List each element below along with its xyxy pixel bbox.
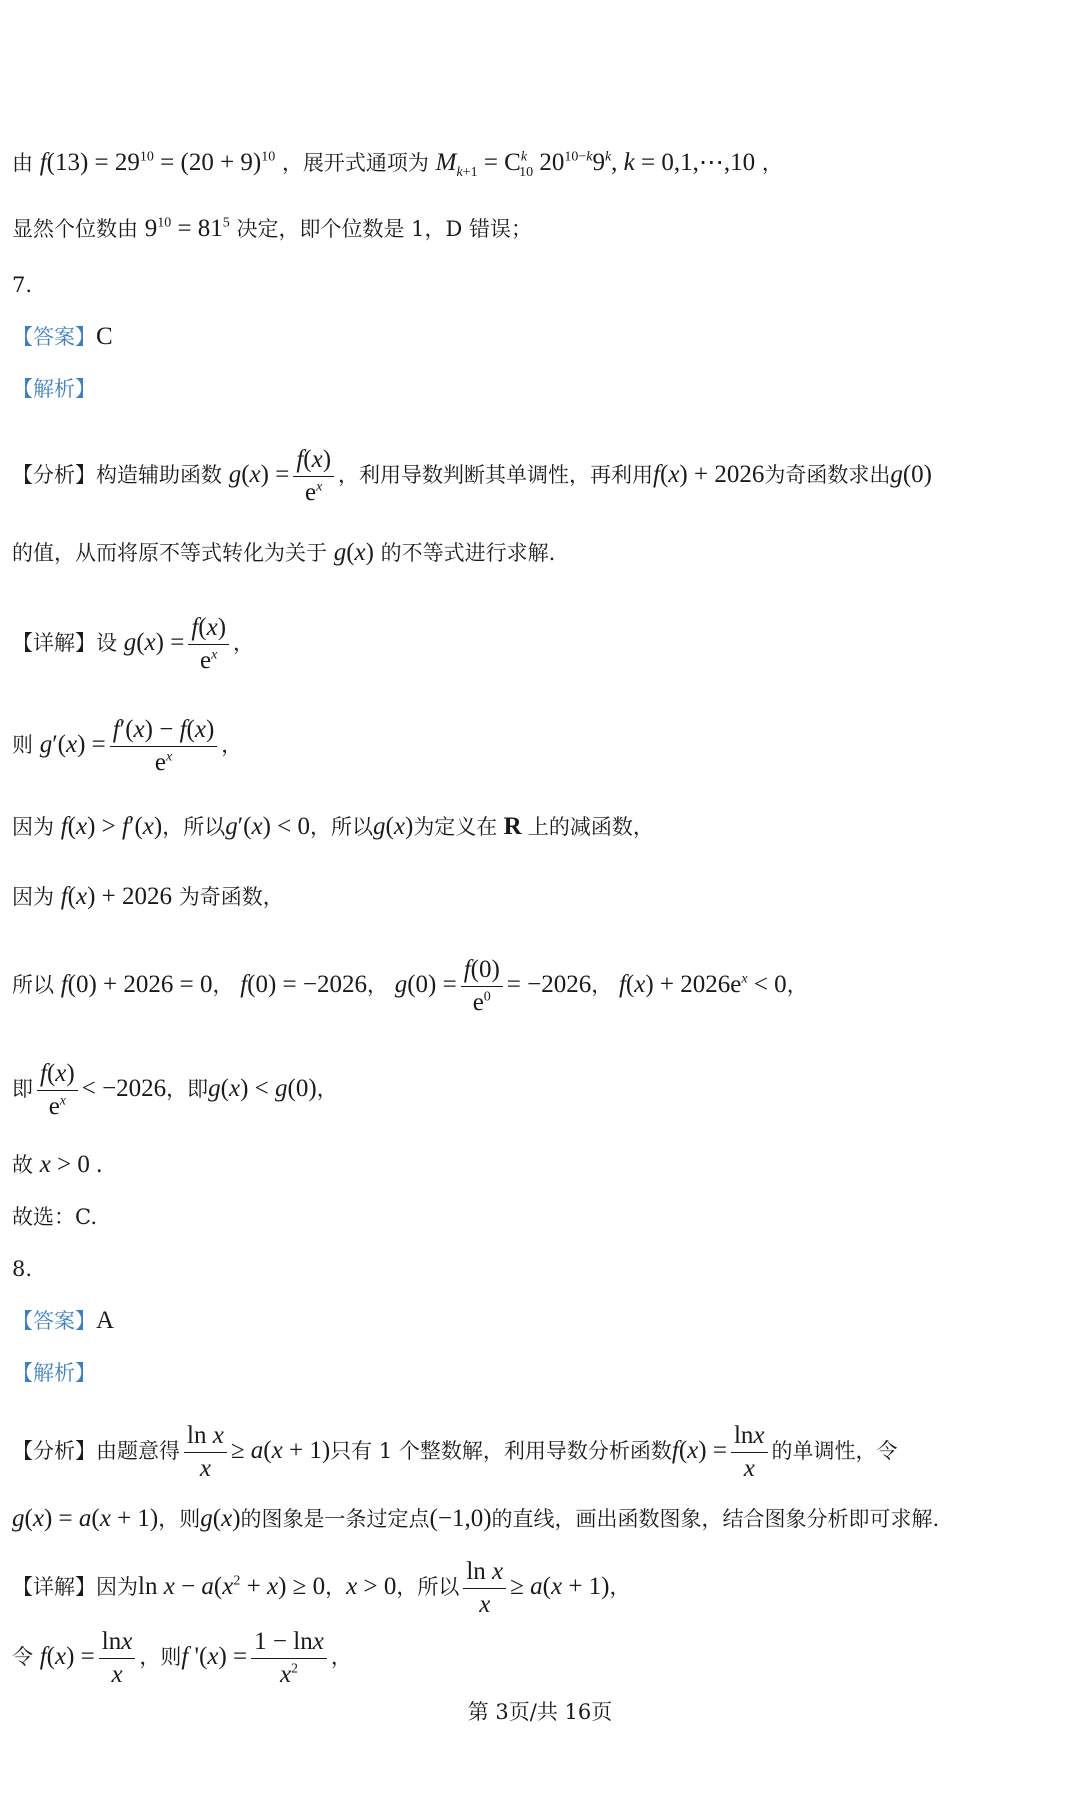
formula: $\ln x - a(x^2 + x) \ge 0$ [138,1573,326,1600]
section-tag: 【分析】 [12,463,96,487]
answer-tag: 【答案】 [12,1309,96,1333]
text: 为奇函数求出 [764,463,891,487]
text: 为奇函数， [178,885,284,909]
formula: $f(x) + 2026e^x < 0$ [618,971,787,998]
formula: g′(x) < 0 [225,813,311,840]
formula: x > 0 [346,1573,397,1600]
text: 的直线，画出函数图象，结合图象分析即可求解. [491,1507,940,1531]
text: 即 [12,1077,33,1101]
fraction: $\frac{f(x)}{e^x}$ [293,444,334,509]
text-line: 所以 f(0) + 2026 = 0， f(0) = −2026， g(0) = $\frac{f(0)}{e^0}$ = −2026， $f(x) + 2026e^x < 0$， [12,954,1068,1019]
analysis-tag: 【解析】 [12,377,96,401]
text: 决定，即个位数是 1，D 错误； [236,217,533,241]
formula: R [497,813,528,840]
text: 因为 [12,885,54,909]
text: 所以 [12,973,54,997]
text-line: 令 f(x) = $\frac{\ln x}{x}$ ，则f '(x) = $\frac{1 - \ln x}{x^2}$ ， [12,1626,1068,1691]
text: 令 [12,1645,33,1669]
text-line [12,1420,1068,1485]
question-number: 7. [12,273,33,297]
text: ，则 [158,1507,201,1531]
fraction: $\frac{\text{ln x}}{x}$ [463,1556,506,1621]
formula: f(x) + 2026 [60,883,173,910]
section-tag: 【分析】 [12,1439,96,1463]
formula: f(x) = [39,1643,95,1670]
analysis-tag: 【解析】 [12,1361,96,1385]
formula: (−1,0) [429,1505,492,1532]
fraction: $\frac{f'(x) - f(x)}{e^x}$ [110,714,218,779]
text: 由 [12,151,33,175]
answer-line [12,322,1068,352]
formula: ≥ a(x + 1) [510,1573,610,1600]
text: ，利用导数判断其单调性，再利用 [338,463,654,487]
text: 的单调性，令 [771,1439,898,1463]
text: 的图象是一条过定点 [240,1507,430,1531]
formula: g′(x) = [39,731,106,758]
fraction: $\frac{f(x)}{e^x}$ [188,612,229,677]
fraction: $\frac{\text{ln x}}{x}$ [184,1420,227,1485]
formula: $9^{10} = 81^5$ [144,215,230,242]
text: ，所以 [310,815,374,839]
formula: g(0) = [394,971,457,998]
text-line [12,812,1068,842]
text: 只有 1 个整数解，利用导数分析函数 [330,1439,672,1463]
answer-value: A [96,1307,115,1334]
text: ，所以 [396,1575,460,1599]
text: 由题意得 [96,1439,180,1463]
text: ，所以 [162,815,226,839]
formula: ≥ a(x + 1) [230,1437,331,1464]
fraction: $\frac{\ln x}{x}$ [731,1420,768,1485]
fraction: $\frac{1 - \ln x}{x^2}$ [251,1626,327,1691]
formula: g(x) < g(0) [208,1075,317,1102]
text: ，则 [139,1645,182,1669]
text: ， [761,151,783,175]
formula: g(x) [333,539,374,566]
answer-line [12,1306,1068,1336]
text-line [12,1504,1068,1534]
formula: f '(x) = [181,1643,248,1670]
formula: g(x) = [228,461,290,488]
formula: f(0) + 2026 = 0 [60,971,213,998]
section-tag: 【详解】 [12,631,96,655]
text-line [12,444,1068,509]
text: 显然个位数由 [12,217,138,241]
text-line [12,214,1068,244]
text-line [12,882,1068,912]
page-footer: 第 3页/共 16页 [467,1700,613,1724]
text-line: 则 g′(x) = $\frac{f'(x) - f(x)}{e^x}$ ， [12,714,1068,779]
formula: f(x) = [671,1437,727,1464]
formula: < −2026 [81,1075,167,1102]
text: 因为 [12,815,54,839]
formula: g(x) [200,1505,241,1532]
formula: g(x) [373,813,414,840]
text: 因为 [96,1575,138,1599]
text: 设 [96,631,117,655]
text: 的值，从而将原不等式转化为关于 [12,541,327,565]
text-line: 【详解】因为$\ln x - a(x^2 + x) \ge 0$，x > 0，所以 $\frac{\text{ln x}}{x}$ ≥ a(x + 1)， [12,1556,1068,1621]
text-line [12,148,1068,178]
text-line: 【详解】设 g(x) = $\frac{f(x)}{e^x}$ ， [12,612,1068,677]
formula: g(0) [890,461,933,488]
text: 故 [12,1153,33,1177]
text-line [12,1150,1068,1180]
text: 的不等式进行求解. [380,541,556,565]
formula: f(x) > f′(x) [60,813,163,840]
answer-tag: 【答案】 [12,325,96,349]
text: 上的减函数， [527,815,654,839]
formula: g(x) = a(x + 1) [12,1505,159,1532]
text-line [12,538,1068,568]
text: 为定义在 [413,815,498,839]
text-line: 故选：C. [12,1205,97,1229]
section-tag: 【详解】 [12,1575,96,1599]
fraction: $\frac{f(0)}{e^0}$ [461,954,503,1019]
text: ，即 [166,1077,209,1101]
answer-value: C [96,323,113,350]
fraction: $\frac{f(x)}{e^x}$ [37,1058,78,1123]
formula: f(x) + 2026 [653,461,765,488]
formula: f(0) = −2026 [240,971,367,998]
formula: x > 0 . [39,1151,103,1178]
question-number: 8. [12,1257,33,1281]
text: 则 [12,733,33,757]
formula: $M_{k+1} = C^k_{10}$ $20^{10-k}9^k$, k = 0,1,⋯,10 [435,149,756,180]
text: ，展开式通项为 [281,151,429,175]
formula: $f(13) = 29^{10} = (20 + 9)^{10}$ [39,149,276,176]
formula: g(x) = [123,629,185,656]
fraction: $\frac{\ln x}{x}$ [99,1626,136,1691]
text-line: 即 $\frac{f(x)}{e^x}$ < −2026，即g(x) < g(0)， [12,1058,1068,1123]
text: 构造辅助函数 [96,463,222,487]
formula: = −2026 [506,971,592,998]
